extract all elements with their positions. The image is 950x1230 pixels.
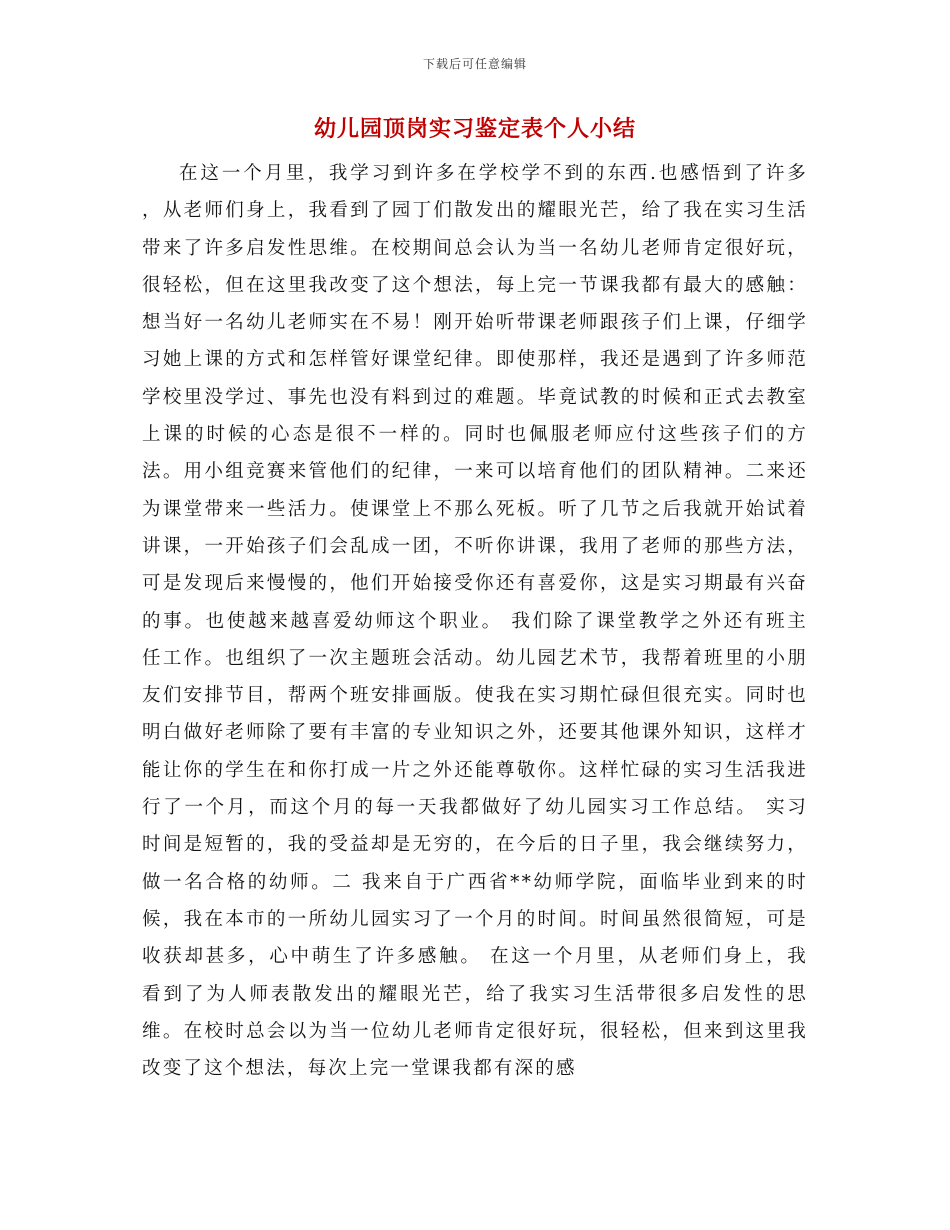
header-note: 下载后可任意编辑 [422,57,527,71]
document-title: 幼儿园顶岗实习鉴定表个人小结 [313,116,636,142]
body-paragraph: 在这一个月里，我学习到许多在学校学不到的东西.也感悟到了许多 ，从老师们身上，我看到了园丁们散发出的耀眼光芒，给了我在实习生活带来了许多启发性思维。在校期间总会认为当一名幼儿老师肯定很好玩，很轻松，但在这里我改变了这个想法，每上完一节课我都有最大的感触：想当好一名幼儿老师实在不易！刚开始听带课老师跟孩子们上课，仔细学习她上课的方式和怎样管好课堂纪律。即使那样，我还是遇到了许多师范学校里没学过、事先也没有料到过的难题。毕竟试教的时候和正式去教室上课的时候的心态是很不一样的。同时也佩服老师应付这些孩子们的方法。用小组竞赛来管他们的纪律，一来可以培育他们的团队精神。二来还为课堂带来一些活力。使课堂上不那么死板。听了几节之后我就开始试着讲课，一开始孩子们会乱成一团，不听你讲课，我用了老师的那些方法，可是发现后来慢慢的，他们开始接受你还有喜爱你，这是实习期最有兴奋的事。也使越来越喜爱幼师这个职业。 我们除了课堂教学之外还有班主任工作。也组织了一次主题班会活动。幼儿园艺术节，我帮着班里的小朋友们安排节目，帮两个班安排画版。使我在实习期忙碌但很充实。同时也明白做好老师除了要有丰富的专业知识之外，还要其他课外知识，这样才能让你的学生在和你打成一片之外还能尊敬你。这样忙碌的实习生活我进行了一个月，而这个月的每一天我都做好了幼儿园实习工作总结。 实习时间是短暂的，我的受益却是无穷的，在今后的日子里，我会继续努力，做一名合格的幼师。二 我来自于广西省**幼师学院，面临毕业到来的时候，我在本市的一所幼儿园实习了一个月的时间。时间虽然很简短，可是收获却甚多，心中萌生了许多感触。 在这一个月里，从老师们身上，我看到了为人师表散发出的耀眼光芒，给了我实习生活带很多启发性的思维。在校时总会以为当一位幼儿老师肯定很好玩，很轻松，但来到这里我改变了这个想法，每次上完一堂课我都有深的感 [142,163,808,1080]
